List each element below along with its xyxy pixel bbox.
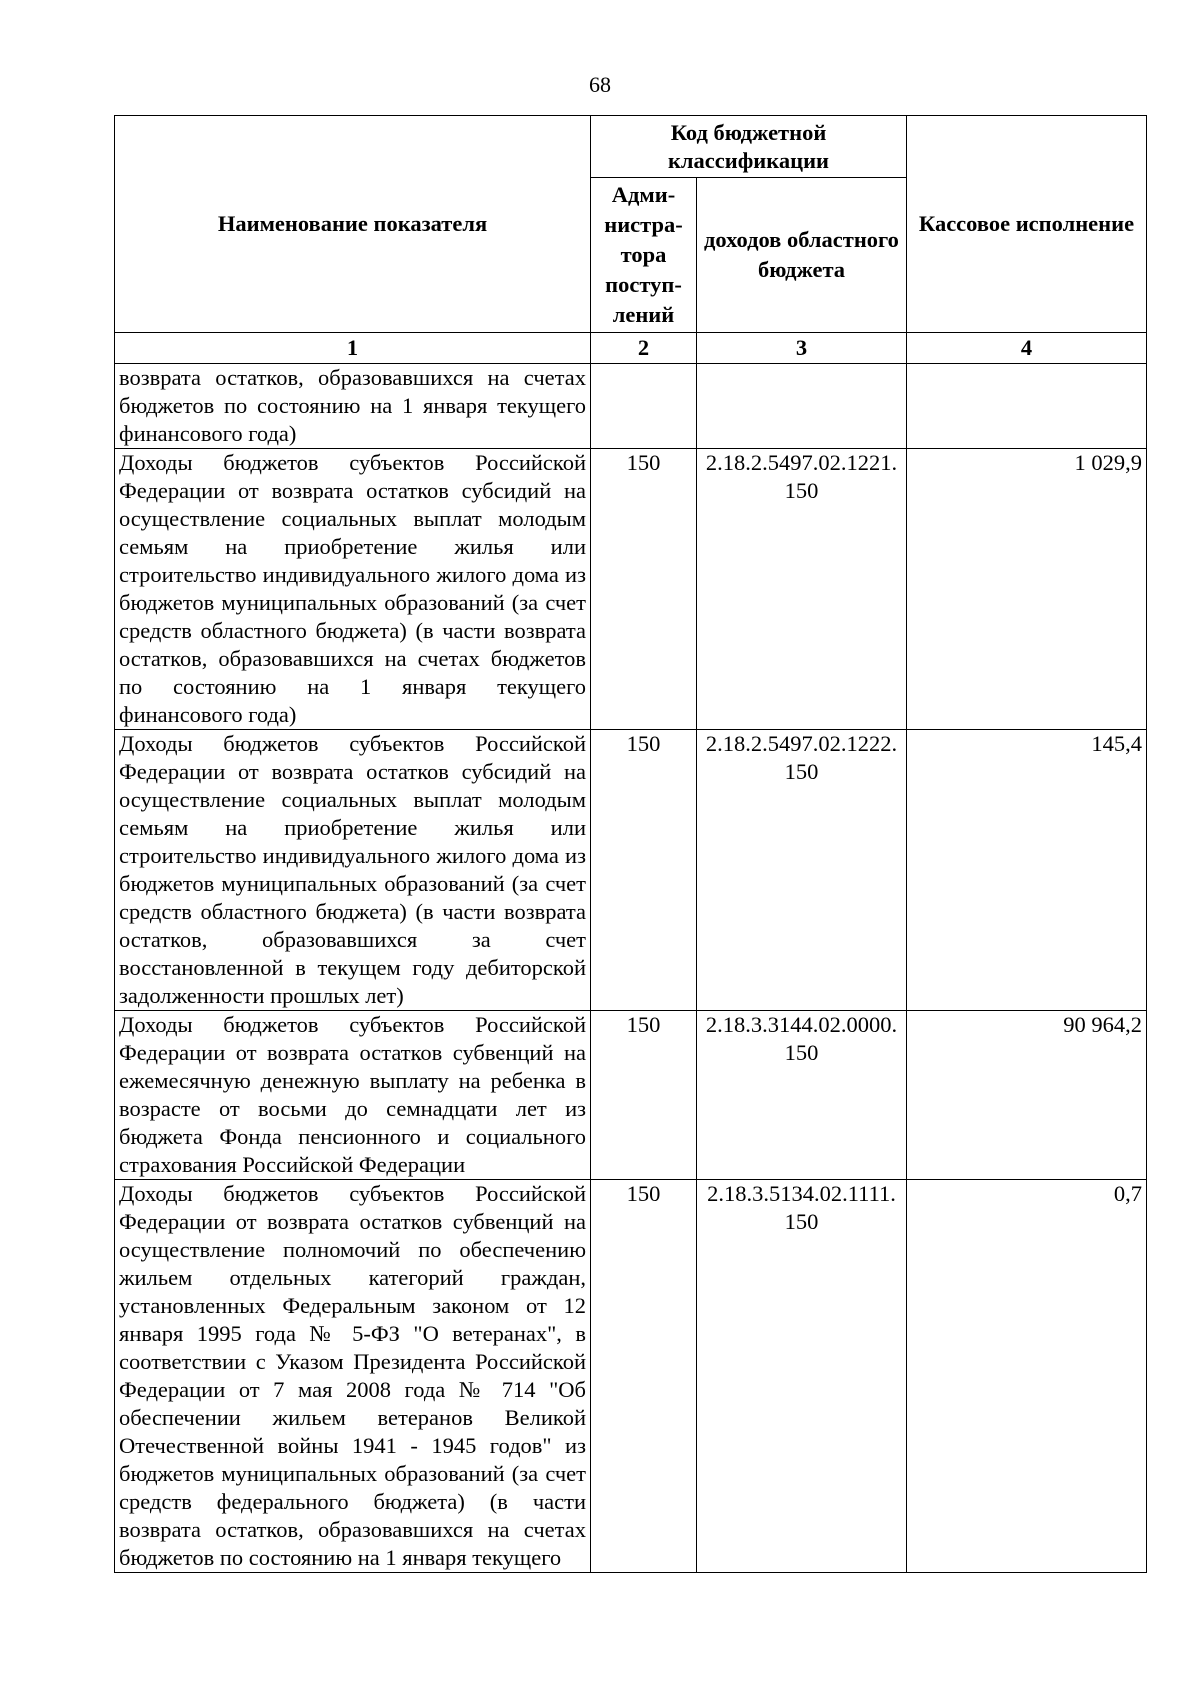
header-regional-budget-income: доходов областного бюджета xyxy=(697,178,907,333)
cash-execution-amount: 1 029,9 xyxy=(907,449,1147,730)
header-budget-classification-code: Код бюджетной классификации xyxy=(591,116,907,178)
classification-code: 2.18.2.5497.02.1222. 150 xyxy=(697,730,907,1011)
cash-execution-amount: 0,7 xyxy=(907,1180,1147,1573)
classification-code: 2.18.3.5134.02.1111. 150 xyxy=(697,1180,907,1573)
administrator-code: 150 xyxy=(591,1180,697,1573)
indicator-name: Доходы бюджетов субъектов Российской Федерации от возврата остатков субвенций на осуществление полномочий по обеспечению жильем отдельных категорий граждан, установленных Федеральным законом от 12 января 1995 года № 5-ФЗ "О ветеранах", в соответствии с Указом Президента Российской Федерации от 7 мая 2008 года № 714 "Об обеспечении жильем ветеранов Великой Отечественной войны 1941 - 1945 годов" из бюджетов муниципальных образований (за счет средств федерального бюджета) (в части возврата остатков, образовавшихся на счетах бюджетов по состоянию на 1 января текущего xyxy=(115,1180,591,1573)
administrator-code: 150 xyxy=(591,1011,697,1180)
administrator-code: 150 xyxy=(591,449,697,730)
column-number-4: 4 xyxy=(907,333,1147,364)
table-row xyxy=(115,730,1147,1011)
indicator-name: Доходы бюджетов субъектов Российской Федерации от возврата остатков субсидий на осуществление социальных выплат молодым семьям на приобретение жилья или строительство индивидуального жилого дома из бюджетов муниципальных образований (за счет средств областного бюджета) (в части возврата остатков, образовавшихся на счетах бюджетов по состоянию на 1 января текущего финансового года) xyxy=(115,449,591,730)
indicator-name: возврата остатков, образовавшихся на счетах бюджетов по состоянию на 1 января текущего финансового года) xyxy=(115,364,591,449)
indicator-name: Доходы бюджетов субъектов Российской Федерации от возврата остатков субсидий на осуществление социальных выплат молодым семьям на приобретение жилья или строительство индивидуального жилого дома из бюджетов муниципальных образований (за счет средств областного бюджета) (в части возврата остатков, образовавшихся за счет восстановленной в текущем году дебиторской задолженности прошлых лет) xyxy=(115,730,591,1011)
cash-execution-amount: 90 964,2 xyxy=(907,1011,1147,1180)
column-number-2: 2 xyxy=(591,333,697,364)
budget-table xyxy=(114,115,1147,1573)
administrator-code: 150 xyxy=(591,730,697,1011)
classification-code: 2.18.2.5497.02.1221. 150 xyxy=(697,449,907,730)
header-cash-execution: Кассовое исполнение xyxy=(907,116,1147,333)
administrator-code xyxy=(591,364,697,449)
header-revenue-administrator: Адми-нистра-тора поступ-лений xyxy=(591,178,697,333)
table-row xyxy=(115,449,1147,730)
header-indicator-name: Наименование показателя xyxy=(115,116,591,333)
table-row xyxy=(115,1011,1147,1180)
column-number-1: 1 xyxy=(115,333,591,364)
column-number-3: 3 xyxy=(697,333,907,364)
cash-execution-amount: 145,4 xyxy=(907,730,1147,1011)
page-number: 68 xyxy=(589,72,611,97)
table-row xyxy=(115,364,1147,449)
classification-code: 2.18.3.3144.02.0000. 150 xyxy=(697,1011,907,1180)
indicator-name: Доходы бюджетов субъектов Российской Федерации от возврата остатков субвенций на ежемесячную денежную выплату на ребенка в возрасте от восьми до семнадцати лет из бюджета Фонда пенсионного и социального страхования Российской Федерации xyxy=(115,1011,591,1180)
table-row xyxy=(115,1180,1147,1573)
classification-code xyxy=(697,364,907,449)
cash-execution-amount xyxy=(907,364,1147,449)
